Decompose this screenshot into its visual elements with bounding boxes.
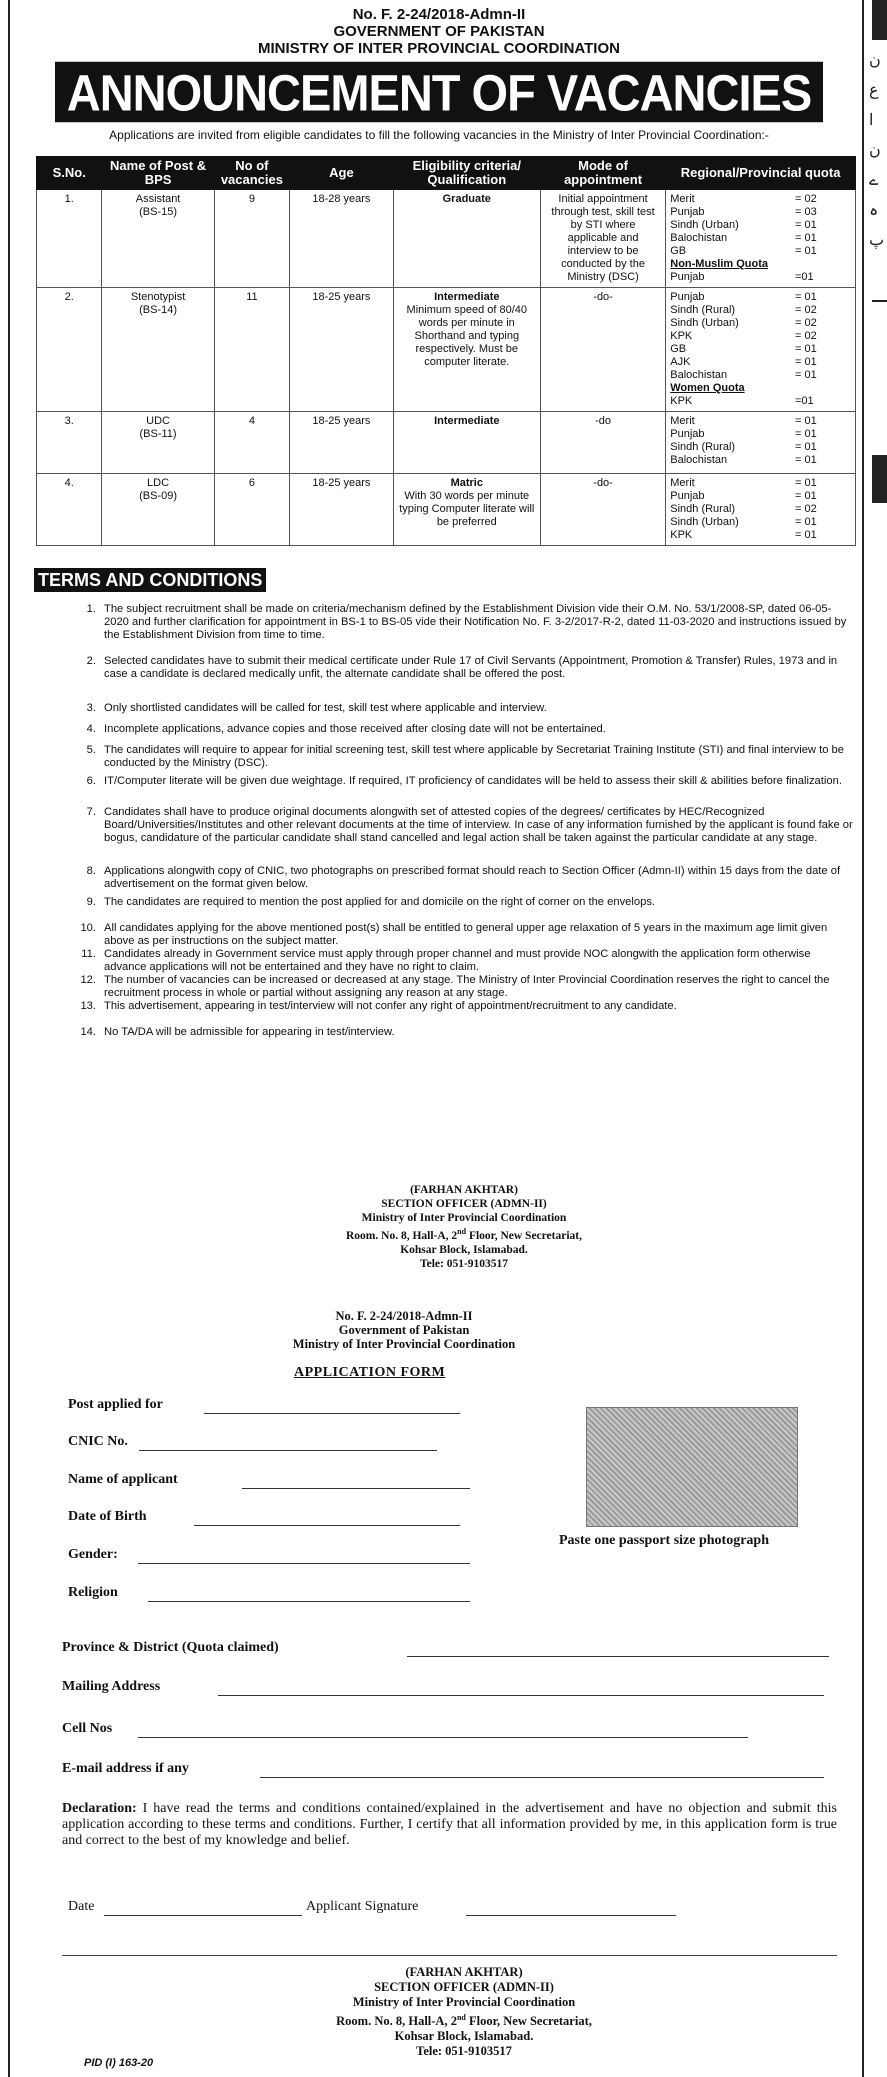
officer-name: (FARHAN AKHTAR) xyxy=(410,1184,518,1196)
age-range: 18-28 years xyxy=(312,193,371,205)
term-text: Only shortlisted candidates will be called for test, skill test where applicable and interview. xyxy=(104,702,547,714)
officer-tel: Tele: 051-9103517 xyxy=(416,2044,512,2059)
quota-line xyxy=(670,454,851,467)
term-number: 13. xyxy=(80,1000,96,1012)
cell-qualification xyxy=(393,288,540,412)
column-header: Mode of appointment xyxy=(540,157,665,190)
quota-line xyxy=(670,219,851,232)
column-header: Age xyxy=(290,157,394,190)
column-header: S.No. xyxy=(37,157,102,190)
term-number: 8. xyxy=(86,865,96,877)
file-number: No. F. 2-24/2018-Admn-II xyxy=(352,6,526,23)
declaration-heading: Declaration: xyxy=(62,1801,137,1816)
term-number: 10. xyxy=(80,922,96,934)
quota-value: = 01 xyxy=(795,454,817,466)
term-item xyxy=(86,744,854,770)
dob-label: Date of Birth xyxy=(68,1509,147,1524)
quota-region: Merit xyxy=(670,415,695,427)
vacancy-count: 9 xyxy=(248,193,255,205)
signature-block-top xyxy=(314,1183,614,1271)
quota-region: Merit xyxy=(670,193,695,205)
cell-sno xyxy=(37,412,102,474)
dob-line[interactable] xyxy=(194,1525,460,1526)
quota-line xyxy=(670,330,851,343)
qualification-heading: Intermediate xyxy=(434,415,500,427)
cell-age xyxy=(290,190,394,288)
terms-heading: TERMS AND CONDITIONS xyxy=(34,568,266,592)
term-item xyxy=(80,1000,854,1013)
quota-line xyxy=(670,477,851,490)
age-range: 18-25 years xyxy=(312,291,371,303)
age-range: 18-25 years xyxy=(312,415,371,427)
column-header: Eligibility criteria/ Qualification xyxy=(393,157,540,190)
cell-sno xyxy=(37,288,102,412)
quota-region: Punjab xyxy=(670,428,705,440)
vacancy-count: 6 xyxy=(248,477,255,489)
province-district-line[interactable] xyxy=(407,1656,829,1657)
officer-ministry: Ministry of Inter Provincial Coordination xyxy=(361,1212,567,1224)
quota-line xyxy=(670,232,851,245)
declaration-text: I have read the terms and conditions contained/explained in the advertisement and have no objection and submit this application according to these terms and conditions. Further, I certify that all information provided by me, in this application form is true and correct to the best of my knowledge and belief. xyxy=(62,1801,837,1848)
signature-block-bottom xyxy=(284,1965,644,2059)
term-text: The candidates will require to appear for initial screening test, skill test where applicable by Secretariat Training Institute (STI) and final interview to be conducted by the Ministry (DSC). xyxy=(104,744,844,769)
cell-mode xyxy=(540,412,665,474)
cell-quota xyxy=(666,412,856,474)
quota-line xyxy=(670,503,851,516)
quota-value: = 01 xyxy=(795,245,817,257)
post-name: UDC xyxy=(146,415,170,427)
term-text: All candidates applying for the above mentioned post(s) shall be entitled to general upper age relaxation of 5 years in the maximum age limit given above as per instructions on the subject matter. xyxy=(104,922,828,947)
table-row xyxy=(37,190,856,288)
mode-of-appointment: -do- xyxy=(593,477,613,489)
announcement-banner: ANNOUNCEMENT OF VACANCIES xyxy=(55,62,823,122)
quota-line xyxy=(670,529,851,542)
quota-line xyxy=(670,304,851,317)
cell-nos-line[interactable] xyxy=(138,1737,748,1738)
quota-line xyxy=(670,516,851,529)
quota-value: = 01 xyxy=(795,356,817,368)
age-range: 18-25 years xyxy=(312,477,371,489)
term-text: IT/Computer literate will be given due weightage. If required, IT proficiency of candidates will be held to assess their skill & abilities before finalization. xyxy=(104,775,842,787)
applicant-name-label: Name of applicant xyxy=(68,1472,178,1487)
cell-qualification xyxy=(393,474,540,546)
intro-text: Applications are invited from eligible candidates to fill the following vacancies in the Ministry of Inter Provincial Coordination:- xyxy=(109,128,769,142)
qualification-heading: Intermediate xyxy=(434,291,500,303)
sno-text: 4. xyxy=(64,477,74,489)
cell-quota xyxy=(666,190,856,288)
mode-of-appointment: Initial appointment through test, skill test by STI where applicable and interview to be conducted by the Ministry (DSC) xyxy=(551,193,655,283)
term-number: 7. xyxy=(86,806,96,818)
quota-value: = 03 xyxy=(795,206,817,218)
mode-of-appointment: -do xyxy=(595,415,612,427)
term-number: 14. xyxy=(80,1026,96,1038)
cell-vacancies xyxy=(214,412,289,474)
form-ministry: Ministry of Inter Provincial Coordination xyxy=(292,1337,516,1351)
quota-value: = 01 xyxy=(795,441,817,453)
applicant-signature-label: Applicant Signature xyxy=(306,1899,419,1914)
qualification-heading: Graduate xyxy=(442,193,491,205)
application-form-title: APPLICATION FORM xyxy=(294,1365,446,1380)
post-applied-line[interactable] xyxy=(204,1413,460,1414)
table-row xyxy=(37,288,856,412)
quota-line xyxy=(670,415,851,428)
qualification-heading: Matric xyxy=(450,477,483,489)
quota-region: Sindh (Rural) xyxy=(670,503,736,515)
column-header: No of vacancies xyxy=(214,157,289,190)
cnic-label: CNIC No. xyxy=(68,1434,128,1449)
table-row xyxy=(37,412,856,474)
document-header xyxy=(14,6,864,57)
quota-value: = 02 xyxy=(795,304,817,316)
quota-region: Balochistan xyxy=(670,454,728,466)
email-line[interactable] xyxy=(260,1777,824,1778)
quota-line xyxy=(670,356,851,369)
quota-subheading: Women Quota xyxy=(670,382,745,394)
vacancies-table xyxy=(36,156,856,546)
quota-value: = 01 xyxy=(795,291,817,303)
quota-line xyxy=(670,343,851,356)
quota-value: = 01 xyxy=(795,219,817,231)
sno-text: 3. xyxy=(64,415,74,427)
term-text: The number of vacancies can be increased or decreased at any stage. The Ministry of Inter Provincial Coordination reserves the right to cancel the recruitment process in whole or partial without assigning any reason at any stage. xyxy=(104,974,830,999)
cell-mode xyxy=(540,474,665,546)
term-item xyxy=(80,974,854,1000)
vacancy-count: 11 xyxy=(246,291,258,303)
officer-room: Room. No. 8, Hall-A, 2nd Floor, New Secretariat, xyxy=(346,1227,582,1242)
post-name: LDC xyxy=(147,477,170,489)
quota-value: = 02 xyxy=(795,503,817,515)
gender-label: Gender: xyxy=(68,1547,118,1562)
quota-line xyxy=(670,317,851,330)
vacancies-table-body xyxy=(37,190,856,546)
term-number: 9. xyxy=(86,896,96,908)
form-govt: Government of Pakistan xyxy=(338,1323,470,1337)
term-item xyxy=(86,775,854,788)
cell-vacancies xyxy=(214,190,289,288)
officer-tel: Tele: 051-9103517 xyxy=(419,1257,509,1270)
quota-region: Punjab xyxy=(670,490,705,502)
quota-region: Punjab xyxy=(670,271,705,283)
term-text: No TA/DA will be admissible for appearing in test/interview. xyxy=(104,1026,395,1038)
term-item xyxy=(86,865,854,891)
passport-photo-box xyxy=(586,1407,798,1527)
term-item xyxy=(86,655,854,681)
term-number: 11. xyxy=(81,948,96,960)
cell-age xyxy=(290,288,394,412)
quota-region: AJK xyxy=(670,356,691,368)
quota-region: KPK xyxy=(670,330,693,342)
cell-qualification xyxy=(393,190,540,288)
quota-region: Sindh (Urban) xyxy=(670,516,739,528)
cell-post xyxy=(102,190,214,288)
column-header: Name of Post & BPS xyxy=(102,157,214,190)
term-number: 12. xyxy=(80,974,96,986)
religion-label: Religion xyxy=(68,1585,118,1600)
cell-age xyxy=(290,412,394,474)
cell-sno xyxy=(37,190,102,288)
term-text: Applications alongwith copy of CNIC, two photographs on prescribed format should reach to Section Officer (Admn-II) within 15 days from the date of advertisement on the format given below. xyxy=(104,865,841,890)
separator-line xyxy=(62,1955,837,1956)
term-text: The subject recruitment shall be made on criteria/mechanism defined by the Establishment Division vide their O.M. No. 53/1/2008-SP, dated 06-05-2020 and further clarification for appointment in BS-1 to BS-05 vide their Notification No. F. 3-2/2017-R-2, dated 11-03-2020 and instructions issued by the Establishment Division from time to time. xyxy=(104,603,847,641)
banner-wrapper xyxy=(14,64,864,120)
term-number: 3. xyxy=(86,702,96,714)
term-item xyxy=(86,702,854,715)
date-label: Date xyxy=(68,1899,95,1914)
post-bps: (BS-09) xyxy=(139,490,177,502)
quota-region: Sindh (Rural) xyxy=(670,304,736,316)
cell-post xyxy=(102,412,214,474)
cell-vacancies xyxy=(214,474,289,546)
qualification-detail: With 30 words per minute typing Computer literate will be preferred xyxy=(399,490,535,528)
quota-region: Sindh (Urban) xyxy=(670,219,739,231)
cell-mode xyxy=(540,190,665,288)
post-name: Assistant xyxy=(135,193,181,205)
officer-room: Room. No. 8, Hall-A, 2nd Floor, New Secretariat, xyxy=(336,2013,592,2029)
mode-of-appointment: -do- xyxy=(593,291,613,303)
quota-region: KPK xyxy=(670,529,693,541)
mailing-address-line[interactable] xyxy=(218,1695,824,1696)
qualification-detail: Minimum speed of 80/40 words per minute in Shorthand and typing respectively. Must be computer literate. xyxy=(406,304,527,368)
quota-value: = 01 xyxy=(795,415,817,427)
officer-designation: SECTION OFFICER (ADMN-II) xyxy=(381,1198,547,1210)
quota-value: = 01 xyxy=(795,529,817,541)
quota-region: GB xyxy=(670,245,687,257)
cell-quota xyxy=(666,474,856,546)
quota-region: GB xyxy=(670,343,687,355)
quota-region: Sindh (Urban) xyxy=(670,317,739,329)
announcement-page xyxy=(14,0,864,2077)
quota-line xyxy=(670,395,851,408)
term-item xyxy=(86,806,854,845)
officer-block: Kohsar Block, Islamabad. xyxy=(400,1243,528,1256)
term-text: Selected candidates have to submit their medical certificate under Rule 17 of Civil Servants (Appointment, Promotion & Transfer) Rules, 1973 and in case a candidate is declared medically unfit, the alternate candidate shall be offered the post. xyxy=(104,655,838,680)
form-file-number: No. F. 2-24/2018-Admn-II xyxy=(335,1309,473,1323)
term-item xyxy=(86,896,854,909)
quota-region: Merit xyxy=(670,477,695,489)
cnic-line[interactable] xyxy=(139,1450,437,1451)
quota-region: Punjab xyxy=(670,291,705,303)
quota-value: = 01 xyxy=(795,343,817,355)
quota-line xyxy=(670,428,851,441)
cell-post xyxy=(102,474,214,546)
gender-line[interactable] xyxy=(138,1563,470,1564)
post-applied-label: Post applied for xyxy=(68,1397,163,1412)
term-text: The candidates are required to mention the post applied for and domicile on the right of corner on the envelops. xyxy=(104,896,656,908)
term-text: Incomplete applications, advance copies and those received after closing date will not be entertained. xyxy=(104,723,606,735)
quota-region: Balochistan xyxy=(670,232,728,244)
quota-value: =01 xyxy=(795,271,814,283)
quota-value: = 01 xyxy=(795,490,817,502)
cell-age xyxy=(290,474,394,546)
post-bps: (BS-14) xyxy=(139,304,177,316)
adjacent-column-strip: ن ع ا ن ے ہ پ xyxy=(866,0,887,2077)
quota-value: = 01 xyxy=(795,428,817,440)
quota-value: = 02 xyxy=(795,193,817,205)
page-border-left xyxy=(8,0,10,2077)
form-header xyxy=(194,1309,614,1351)
government-name: GOVERNMENT OF PAKISTAN xyxy=(333,23,545,40)
quota-region: Balochistan xyxy=(670,369,728,381)
applicant-signature-line[interactable] xyxy=(466,1915,676,1916)
quota-region: KPK xyxy=(670,395,693,407)
table-header-row xyxy=(37,157,856,190)
quota-line xyxy=(670,291,851,304)
term-number: 1. xyxy=(86,603,96,615)
quota-value: = 01 xyxy=(795,369,817,381)
applicant-name-line[interactable] xyxy=(242,1488,470,1489)
term-number: 5. xyxy=(86,744,96,756)
quota-value: =01 xyxy=(795,395,814,407)
quota-line xyxy=(670,271,851,284)
quota-line xyxy=(670,245,851,258)
post-bps: (BS-11) xyxy=(139,428,177,440)
table-row xyxy=(37,474,856,546)
pid-number: PID (I) 163-20 xyxy=(84,2057,154,2069)
officer-designation: SECTION OFFICER (ADMN-II) xyxy=(374,1980,554,1994)
quota-value: = 02 xyxy=(795,330,817,342)
term-number: 6. xyxy=(86,775,96,787)
term-text: This advertisement, appearing in test/interview will not confer any right of appointment/recruitment to any candidate. xyxy=(104,1000,677,1012)
term-item xyxy=(81,948,854,974)
cell-vacancies xyxy=(214,288,289,412)
email-label: E-mail address if any xyxy=(62,1761,189,1776)
cell-post xyxy=(102,288,214,412)
term-item xyxy=(80,922,854,948)
quota-line xyxy=(670,206,851,219)
quota-line xyxy=(670,193,851,206)
sno-text: 1. xyxy=(64,193,74,205)
quota-subheading: Non-Muslim Quota xyxy=(670,258,769,270)
quota-value: = 01 xyxy=(795,232,817,244)
term-item xyxy=(86,723,854,736)
quota-value: = 01 xyxy=(795,516,817,528)
quota-value: = 02 xyxy=(795,317,817,329)
term-text: Candidates shall have to produce original documents alongwith set of attested copies of the degrees/ certificates by HEC/Recognized Board/Universities/Institutes and other relevant documents at the time of interview. In case of any information furnished by the applicant is found fake or bogus, candidature of the particular candidate shall stand cancelled and legal action shall be taken against the particular candidate at any stage. xyxy=(104,806,853,844)
term-item xyxy=(86,603,854,642)
cell-sno xyxy=(37,474,102,546)
officer-block: Kohsar Block, Islamabad. xyxy=(394,2029,534,2044)
ministry-name: MINISTRY OF INTER PROVINCIAL COORDINATION xyxy=(258,40,620,57)
province-district-label: Province & District (Quota claimed) xyxy=(62,1640,279,1655)
quota-line xyxy=(670,490,851,503)
quota-region: Punjab xyxy=(670,206,705,218)
cell-quota xyxy=(666,288,856,412)
date-line[interactable] xyxy=(104,1915,302,1916)
quota-line xyxy=(670,441,851,454)
quota-value: = 01 xyxy=(795,477,817,489)
post-name: Stenotypist xyxy=(130,291,186,303)
religion-line[interactable] xyxy=(148,1601,470,1602)
officer-name: (FARHAN AKHTAR) xyxy=(405,1965,523,1979)
cell-nos-label: Cell Nos xyxy=(62,1721,113,1736)
term-item xyxy=(80,1026,854,1039)
quota-line xyxy=(670,369,851,382)
sno-text: 2. xyxy=(64,291,74,303)
declaration-paragraph xyxy=(62,1801,837,1849)
term-number: 4. xyxy=(86,723,96,735)
officer-ministry: Ministry of Inter Provincial Coordination xyxy=(352,1995,576,2009)
term-number: 2. xyxy=(86,655,96,667)
cell-qualification xyxy=(393,412,540,474)
quota-region: Sindh (Rural) xyxy=(670,441,736,453)
term-text: Candidates already in Government service must apply through proper channel and must provide NOC alongwith the application form otherwise advance applications will not be entertained and they have no right to claim. xyxy=(104,948,811,973)
post-bps: (BS-15) xyxy=(139,206,177,218)
passport-photo-label: Paste one passport size photograph xyxy=(559,1533,770,1548)
mailing-address-label: Mailing Address xyxy=(62,1679,161,1694)
column-header: Regional/Provincial quota xyxy=(666,157,856,190)
vacancy-count: 4 xyxy=(248,415,255,427)
cell-mode xyxy=(540,288,665,412)
